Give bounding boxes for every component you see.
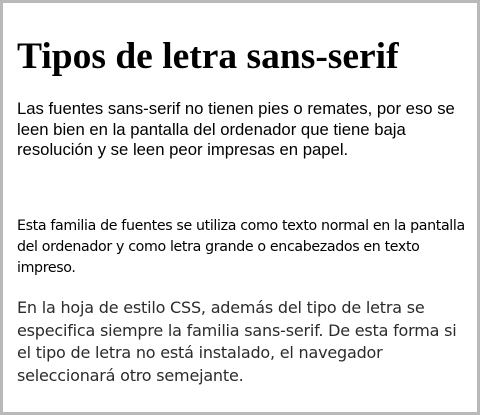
paragraph-css-fallback: En la hoja de estilo CSS, además del tipo de letra se especifica siempre la familia sans-serif. De esta forma si el tipo de letra no está instalado, el navegador seleccionará otro semejante. bbox=[17, 298, 457, 385]
paragraph-font-family-usage: Esta familia de fuentes se utiliza como texto normal en la pantalla del ordenador y como letra grande o encabezados en texto impreso. bbox=[17, 218, 465, 276]
paragraph-sans-serif-description: Las fuentes sans-serif no tienen pies o remates, por eso se leen bien en la pantalla del ordenador que tiene baja resolución y se leen peor impresas en papel. bbox=[17, 99, 455, 159]
page-title: Tipos de letra sans-serif bbox=[17, 36, 399, 77]
